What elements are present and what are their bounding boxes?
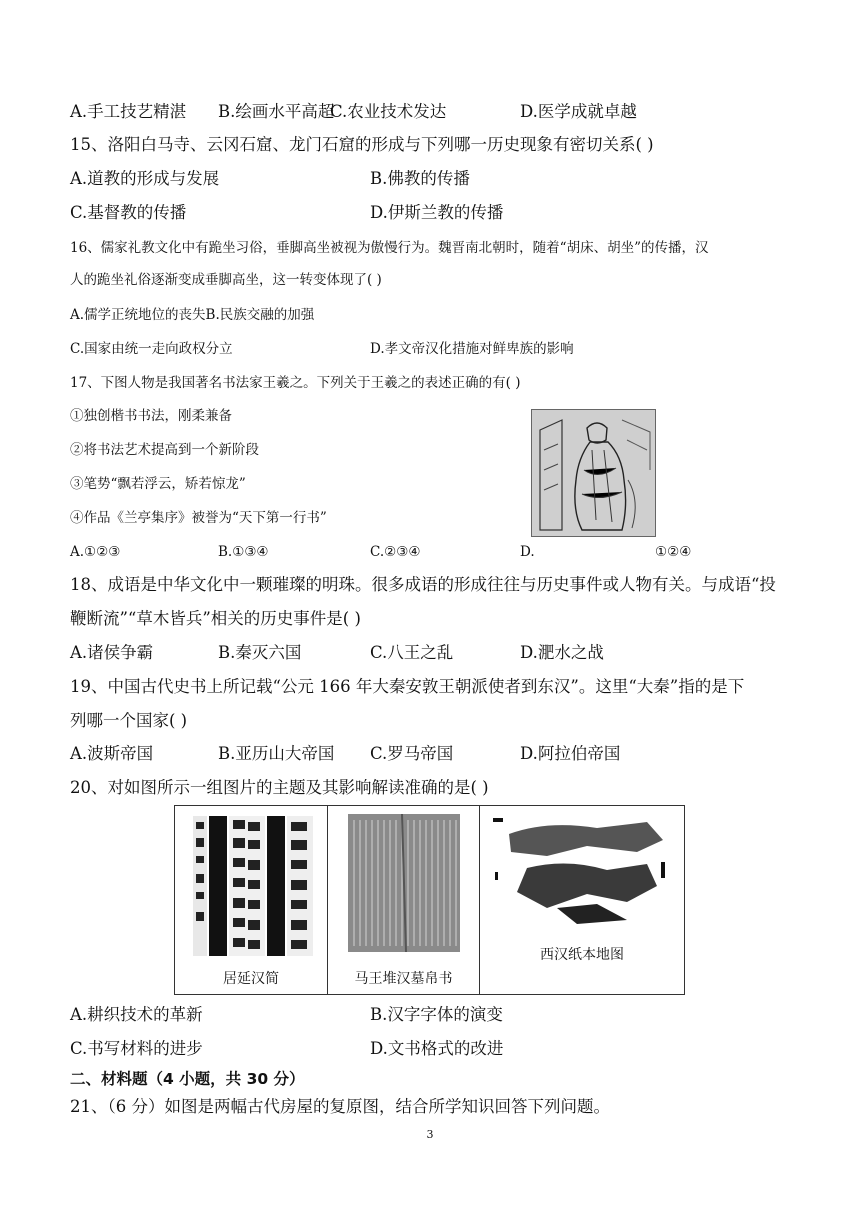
q16-stem-line1: 16、儒家礼教文化中有跪坐习俗，垂脚高坐被视为傲慢行为。魏晋南北朝时，随着“胡床、胡坐”的传播，汉 bbox=[70, 240, 709, 256]
q18-option-c: C.八王之乱 bbox=[370, 643, 454, 662]
q17-option-a: A.①②③ bbox=[70, 544, 121, 560]
caption-bamboo-slips: 居延汉简 bbox=[223, 971, 279, 987]
q20-option-a: A.耕织技术的革新 bbox=[70, 1005, 203, 1024]
q15-stem: 15、洛阳白马寺、云冈石窟、龙门石窟的形成与下列哪一历史现象有密切关系( ) bbox=[70, 135, 654, 154]
q20-stem: 20、对如图所示一组图片的主题及其影响解读准确的是( ) bbox=[70, 778, 489, 797]
q14-option-a: A.手工技艺精湛 bbox=[70, 102, 187, 121]
q17-item-4: ④作品《兰亭集序》被誉为“天下第一行书” bbox=[70, 510, 327, 526]
q18-stem-line2: 鞭断流”“草木皆兵”相关的历史事件是( ) bbox=[70, 609, 361, 628]
paper-map-icon bbox=[487, 812, 677, 927]
q18-option-d: D.淝水之战 bbox=[520, 643, 604, 662]
q18-option-a: A.诸侯争霸 bbox=[70, 643, 154, 662]
q14-option-c: C.农业技术发达 bbox=[330, 102, 447, 121]
q19-stem-line2: 列哪一个国家( ) bbox=[70, 711, 188, 730]
q15-option-c: C.基督教的传播 bbox=[70, 203, 187, 222]
q19-option-c: C.罗马帝国 bbox=[370, 744, 454, 763]
q15-option-d: D.伊斯兰教的传播 bbox=[370, 203, 504, 222]
q18-option-b: B.秦灭六国 bbox=[218, 643, 302, 662]
q20-image-table bbox=[174, 805, 685, 995]
q16-options-row1: A.儒学正统地位的丧失B.民族交融的加强 bbox=[70, 307, 315, 323]
q17-item-2: ②将书法艺术提高到一个新阶段 bbox=[70, 442, 259, 458]
q18-stem-line1: 18、成语是中华文化中一颗璀璨的明珠。很多成语的形成往往与历史事件或人物有关。与成语“投 bbox=[70, 575, 776, 594]
q21-stem: 21、（6 分）如图是两幅古代房屋的复原图，结合所学知识回答下列问题。 bbox=[70, 1097, 610, 1116]
q20-option-b: B.汉字字体的演变 bbox=[370, 1005, 503, 1024]
q16-option-d: D.孝文帝汉化措施对鲜卑族的影响 bbox=[370, 341, 574, 357]
q17-item-3: ③笔势“飘若浮云，矫若惊龙” bbox=[70, 476, 246, 492]
q20-cell-paper-map bbox=[480, 806, 684, 994]
q17-option-c: C.②③④ bbox=[370, 544, 421, 560]
q19-stem-line1: 19、中国古代史书上所记载“公元 166 年大秦安敦王朝派使者到东汉”。这里“大秦”指的是下 bbox=[70, 677, 745, 696]
silk-manuscript-icon bbox=[348, 814, 460, 952]
q19-option-a: A.波斯帝国 bbox=[70, 744, 154, 763]
caption-silk-manuscript: 马王堆汉墓帛书 bbox=[354, 971, 453, 987]
q17-option-d-value: ①②④ bbox=[655, 544, 692, 560]
q19-option-d: D.阿拉伯帝国 bbox=[520, 744, 621, 763]
q17-stem: 17、下图人物是我国著名书法家王羲之。下列关于王羲之的表述正确的有( ) bbox=[70, 375, 521, 391]
q17-item-1: ①独创楷书书法，刚柔兼备 bbox=[70, 408, 232, 424]
section-2-heading: 二、材料题（4 小题，共 30 分） bbox=[70, 1070, 305, 1088]
caption-paper-map: 西汉纸本地图 bbox=[540, 947, 624, 963]
q15-option-b: B.佛教的传播 bbox=[370, 169, 470, 188]
q20-option-d: D.文书格式的改进 bbox=[370, 1039, 504, 1058]
q16-stem-line2: 人的跪坐礼俗逐渐变成垂脚高坐，这一转变体现了( ) bbox=[70, 272, 382, 288]
q20-cell-silk-manuscript bbox=[328, 806, 480, 994]
q17-option-b: B.①③④ bbox=[218, 544, 269, 560]
q17-option-d-label: D. bbox=[520, 544, 535, 560]
q20-cell-bamboo-slips bbox=[175, 806, 328, 994]
q14-option-d: D.医学成就卓越 bbox=[520, 102, 637, 121]
q16-option-c: C.国家由统一走向政权分立 bbox=[70, 341, 233, 357]
bamboo-slips-icon bbox=[193, 816, 313, 956]
q14-option-b: B.绘画水平高超 bbox=[218, 102, 335, 121]
q15-option-a: A.道教的形成与发展 bbox=[70, 169, 220, 188]
page-number: 3 bbox=[426, 1128, 434, 1141]
q20-option-c: C.书写材料的进步 bbox=[70, 1039, 203, 1058]
portrait-sketch-icon bbox=[532, 410, 655, 536]
q19-option-b: B.亚历山大帝国 bbox=[218, 744, 335, 763]
wang-xizhi-portrait-image bbox=[531, 409, 656, 537]
